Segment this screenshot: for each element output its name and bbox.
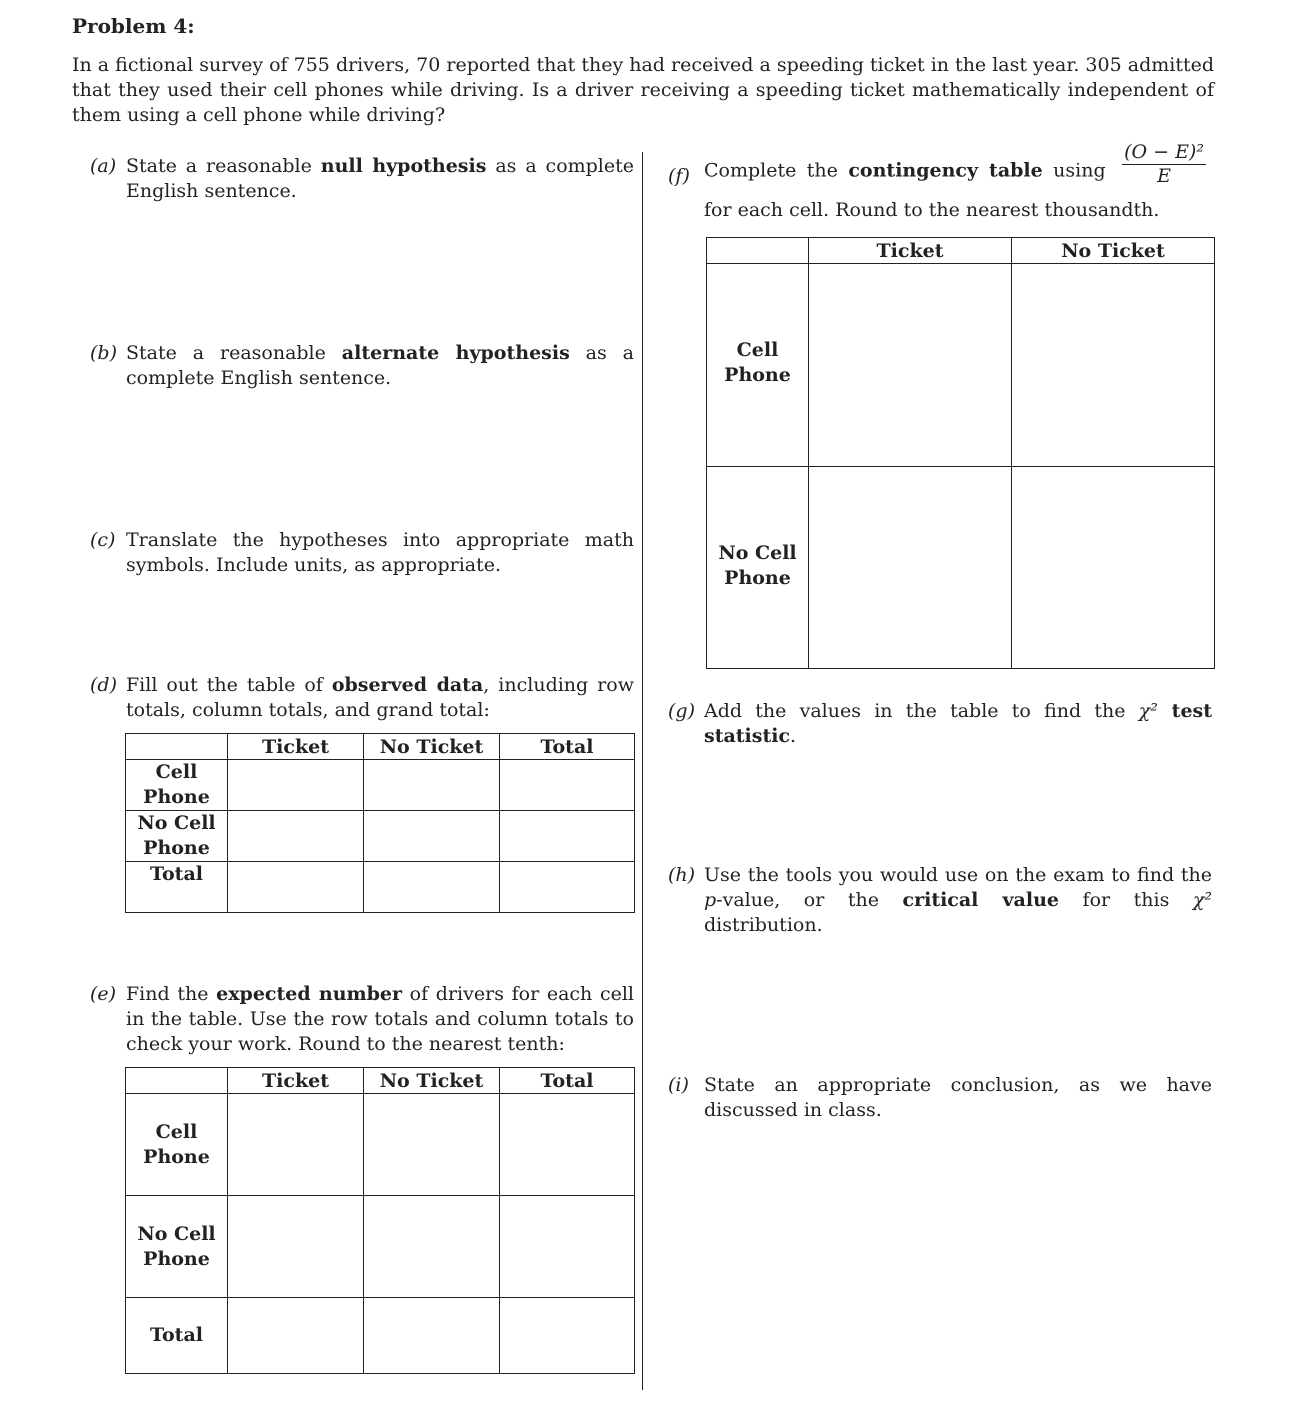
question-label: (b)	[90, 342, 117, 364]
chi-squared-symbol: χ²	[1138, 700, 1158, 722]
question-text: State a reasonable alternate hypothesis as a complete English sentence.	[126, 342, 634, 389]
fraction-denominator: E	[1157, 165, 1171, 187]
answer-cell[interactable]	[364, 1196, 500, 1298]
answer-cell[interactable]	[1012, 264, 1215, 467]
row-header-cell-phone: Cell Phone	[707, 264, 809, 467]
answer-cell[interactable]	[500, 760, 635, 811]
question-text: State a reasonable null hypothesis as a complete English sentence.	[126, 155, 635, 202]
expected-data-table	[125, 1067, 635, 1374]
corner-cell	[126, 1068, 228, 1094]
formula-fraction	[1122, 140, 1206, 187]
question-text: Use the tools you would use on the exam to find the p-value, or the critical value for this χ² distribution.	[704, 864, 1213, 936]
question-label: (a)	[90, 155, 117, 177]
row-header-no-cell-phone: No Cell Phone	[126, 1196, 228, 1298]
answer-cell[interactable]	[228, 760, 364, 811]
answer-cell[interactable]	[1012, 467, 1215, 669]
observed-data-table	[125, 733, 635, 913]
col-header-no-ticket: No Ticket	[364, 1068, 500, 1094]
answer-cell[interactable]	[228, 1094, 364, 1196]
col-header-total: Total	[500, 1068, 635, 1094]
column-divider	[642, 152, 643, 1390]
row-header-cell-phone: Cell Phone	[126, 760, 228, 811]
answer-cell[interactable]	[364, 1298, 500, 1374]
question-label: (h)	[668, 864, 696, 886]
question-label: (d)	[90, 674, 117, 696]
col-header-no-ticket: No Ticket	[364, 734, 500, 760]
answer-cell[interactable]	[364, 811, 500, 862]
question-label: (c)	[90, 529, 116, 551]
col-header-total: Total	[500, 734, 635, 760]
question-text: Find the expected number of drivers for each cell in the table. Use the row totals and column totals to check your work. Round to the nearest tenth:	[126, 983, 634, 1055]
answer-cell[interactable]	[500, 1196, 635, 1298]
fraction-numerator: (O − E)²	[1124, 141, 1204, 163]
answer-cell[interactable]	[228, 1196, 364, 1298]
answer-cell[interactable]	[500, 862, 635, 913]
col-header-ticket: Ticket	[228, 734, 364, 760]
corner-cell	[126, 734, 228, 760]
question-label: (f)	[668, 165, 690, 187]
row-header-no-cell-phone: No Cell Phone	[126, 811, 228, 862]
question-text: Complete the contingency table using $\frac{\text{(O − E)²}}{E}$ for each cell. Round to the nearest thousandth.	[704, 141, 1204, 221]
contingency-table	[706, 237, 1215, 669]
question-text: Fill out the table of observed data, including row totals, column totals, and grand total:	[126, 674, 634, 721]
answer-cell[interactable]	[500, 1094, 635, 1196]
answer-cell[interactable]	[364, 862, 500, 913]
question-label: (e)	[90, 983, 117, 1005]
row-header-total: Total	[126, 862, 228, 913]
answer-cell[interactable]	[809, 264, 1012, 467]
row-header-no-cell-phone: No Cell Phone	[707, 467, 809, 669]
answer-cell[interactable]	[364, 760, 500, 811]
question-text: State an appropriate conclusion, as we have discussed in class.	[704, 1074, 1212, 1121]
answer-cell[interactable]	[500, 811, 635, 862]
question-label: (i)	[668, 1074, 689, 1096]
question-text: Add the values in the table to find the χ² test statistic.	[704, 700, 1212, 747]
corner-cell	[707, 238, 809, 264]
col-header-ticket: Ticket	[228, 1068, 364, 1094]
row-header-cell-phone: Cell Phone	[126, 1094, 228, 1196]
answer-cell[interactable]	[228, 862, 364, 913]
answer-cell[interactable]	[228, 811, 364, 862]
row-header-total: Total	[126, 1298, 228, 1374]
problem-intro: In a fictional survey of 755 drivers, 70 reported that they had received a speeding ticket in the last year. 305 admitted that they used their cell phones while driving. Is a driver receiving a speeding ticket mathematically independent of them using a cell phone while driving?	[72, 54, 1214, 126]
question-text: Translate the hypotheses into appropriate math symbols. Include units, as appropriate.	[126, 529, 634, 576]
question-label: (g)	[668, 700, 695, 722]
answer-cell[interactable]	[500, 1298, 635, 1374]
col-header-no-ticket: No Ticket	[1012, 238, 1215, 264]
col-header-ticket: Ticket	[809, 238, 1012, 264]
answer-cell[interactable]	[228, 1298, 364, 1374]
answer-cell[interactable]	[809, 467, 1012, 669]
problem-title: Problem 4:	[72, 14, 195, 38]
answer-cell[interactable]	[364, 1094, 500, 1196]
chi-squared-symbol: χ²	[1192, 889, 1213, 911]
